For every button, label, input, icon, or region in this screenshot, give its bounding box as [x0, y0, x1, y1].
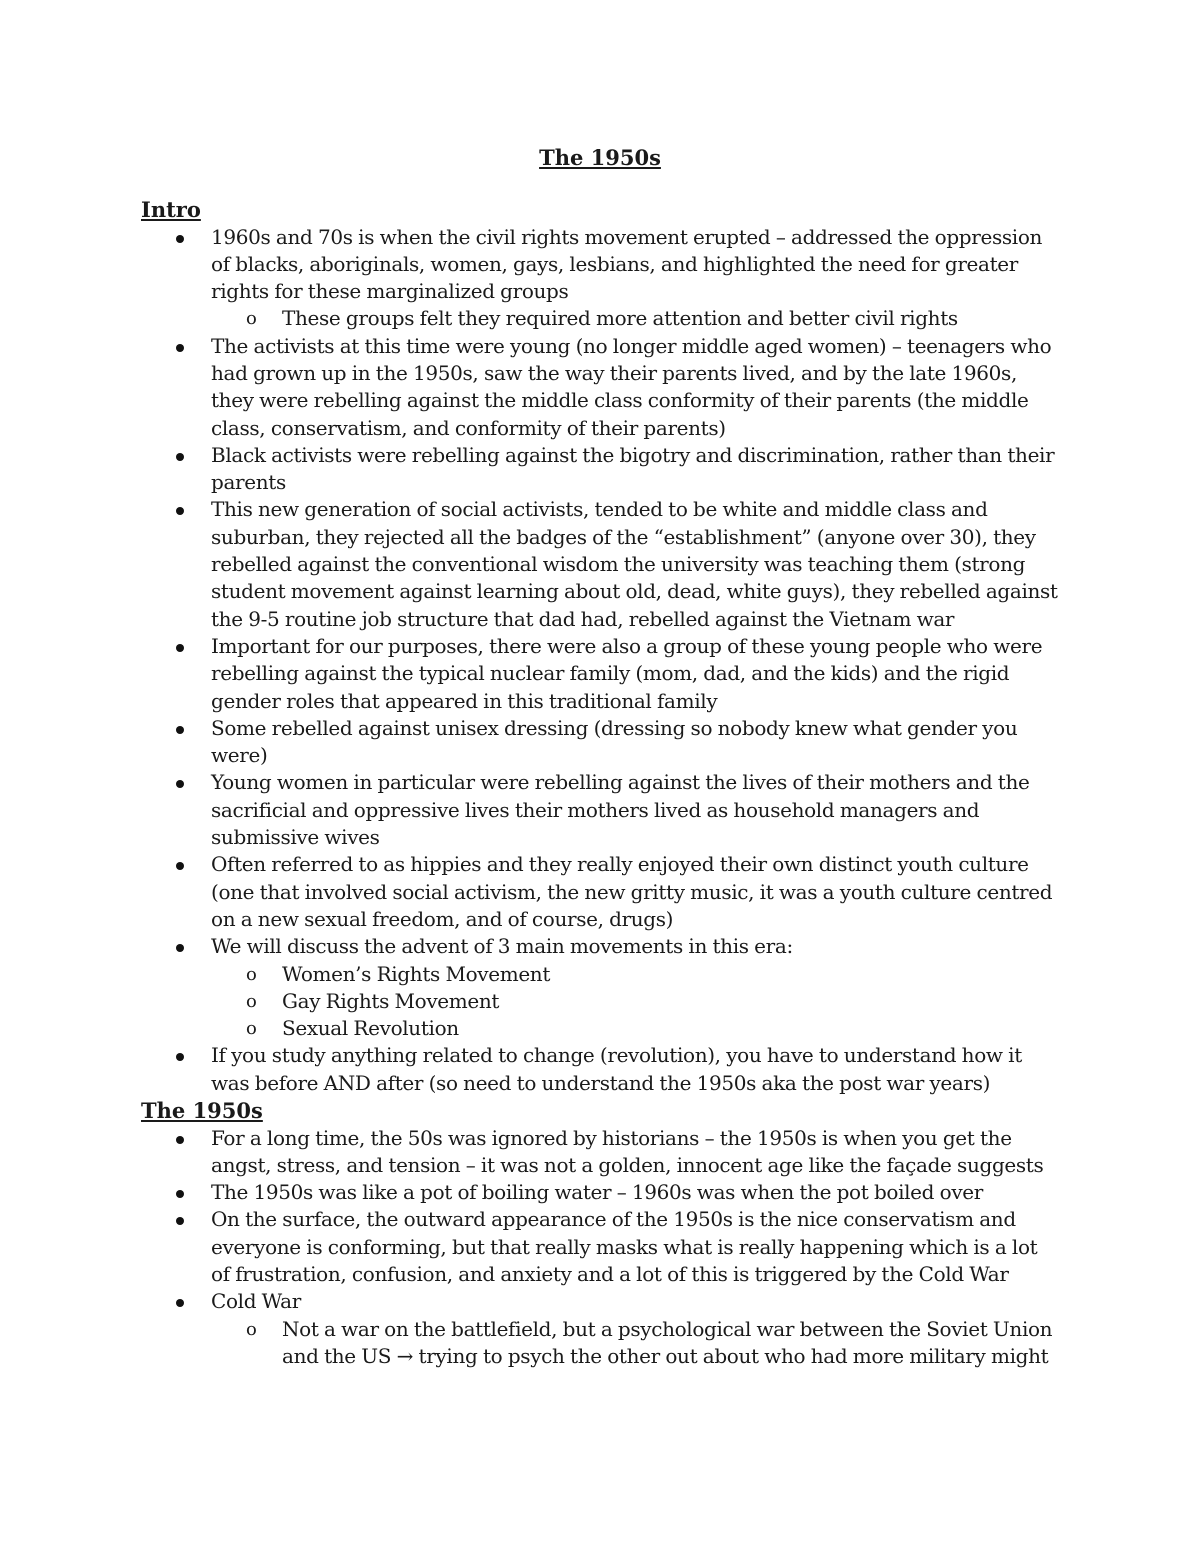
list-item-text: The 1950s was like a pot of boiling water – 1960s was when the pot boiled over: [211, 1180, 983, 1205]
list-item: [0, 715, 1061, 770]
sub-list-item-text: Sexual Revolution: [282, 1016, 459, 1041]
circle-bullet-icon: o: [246, 963, 257, 985]
sub-list-item-text: Not a war on the battlefield, but a psychological war between the Soviet Union and the US → trying to psych the other out about who had more military might: [282, 1316, 1053, 1368]
list-item-text: This new generation of social activists, tended to be white and middle class and suburban, they rejected all the badges of the “establishment” (anyone over 30), they rebelled against the conventional wisdom the university was teaching them (strong student movement against learning about old, dead, white guys), they rebelled against the 9-5 routine job structure that dad had, rebelled against the Vietnam war: [211, 497, 1058, 631]
circle-bullet-icon: o: [246, 990, 257, 1012]
the-1950s-bullet-list: [0, 1125, 1200, 1371]
list-item: [0, 442, 1061, 497]
bullet-icon: [176, 235, 184, 243]
list-item-text: Cold War: [211, 1289, 301, 1314]
intro-bullet-list: [0, 224, 1200, 1098]
list-item: [0, 1125, 1061, 1180]
sub-list-item: [0, 988, 1062, 1015]
list-item-text: For a long time, the 50s was ignored by historians – the 1950s is when you get the angst, stress, and tension – it was not a golden, innocent age like the façade suggests: [211, 1125, 1044, 1177]
list-item-text: Some rebelled against unisex dressing (dressing so nobody knew what gender you were): [211, 715, 1018, 768]
bullet-icon: [176, 507, 184, 515]
bullet-icon: [176, 1136, 184, 1144]
list-item: [0, 1206, 1061, 1288]
bullet-icon: [176, 453, 184, 461]
bullet-icon: [176, 1053, 184, 1061]
list-item: [0, 496, 1061, 632]
list-item: [0, 1042, 1061, 1097]
list-item: [0, 333, 1061, 442]
bullet-icon: [176, 344, 184, 352]
bullet-icon: [176, 1299, 184, 1307]
bullet-icon: [176, 726, 184, 734]
list-item-text: 1960s and 70s is when the civil rights movement erupted – addressed the oppression of blacks, aboriginals, women, gays, lesbians, and highlighted the need for greater rights for these marginalized groups: [211, 224, 1043, 304]
section-heading-the-1950s: The 1950s: [141, 1098, 263, 1123]
sub-list-item-text: Women’s Rights Movement: [282, 961, 551, 986]
sub-list-item: [0, 305, 1062, 332]
list-item-text: If you study anything related to change (revolution), you have to understand how it was before AND after (so need to understand the 1950s aka the post war years): [211, 1043, 1022, 1095]
sub-list-item-text: These groups felt they required more attention and better civil rights: [282, 306, 958, 331]
document-title: The 1950s: [539, 145, 661, 170]
bullet-icon: [176, 862, 184, 870]
list-item: [0, 633, 1061, 715]
list-item-text: Young women in particular were rebelling against the lives of their mothers and the sacrificial and oppressive lives their mothers lived as household managers and submissive wives: [211, 770, 1030, 850]
list-item-text: Important for our purposes, there were also a group of these young people who were rebelling against the typical nuclear family (mom, dad, and the kids) and the rigid gender roles that appeared in this traditional family: [211, 633, 1043, 713]
circle-bullet-icon: o: [246, 1318, 257, 1340]
list-item: [0, 1288, 1061, 1315]
list-item-text: Black activists were rebelling against the bigotry and discrimination, rather than their parents: [211, 442, 1055, 495]
circle-bullet-icon: o: [246, 1018, 257, 1040]
bullet-icon: [176, 780, 184, 788]
list-item-text: We will discuss the advent of 3 main movements in this era:: [211, 934, 793, 959]
list-item-text: On the surface, the outward appearance of the 1950s is the nice conservatism and everyone is conforming, but that really masks what is really happening which is a lot of frustration, confusion, and anxiety and a lot of this is triggered by the Cold War: [211, 1207, 1038, 1286]
bullet-icon: [176, 644, 184, 652]
list-item: [0, 224, 1061, 306]
bullet-icon: [176, 1190, 184, 1198]
section-heading-intro: Intro: [141, 197, 201, 222]
sub-list-item: [0, 961, 1062, 988]
list-item: [0, 769, 1061, 851]
list-item-text: Often referred to as hippies and they really enjoyed their own distinct youth culture (one that involved social activism, the new gritty music, it was a youth culture centred on a new sexual freedom, and of course, drugs): [211, 852, 1053, 931]
list-item: [0, 1179, 1061, 1206]
list-item: [0, 933, 1061, 960]
bullet-icon: [176, 1217, 184, 1225]
circle-bullet-icon: o: [246, 308, 257, 330]
bullet-icon: [176, 944, 184, 952]
sub-list-item: [0, 1015, 1062, 1042]
sub-list-item: [0, 1316, 1062, 1371]
list-item-text: The activists at this time were young (no longer middle aged women) – teenagers who had grown up in the 1950s, saw the way their parents lived, and by the late 1960s, they were rebelling against the middle class conformity of their parents (the middle class, conservatism, and conformity of their parents): [211, 333, 1052, 440]
list-item: [0, 851, 1061, 933]
sub-list-item-text: Gay Rights Movement: [282, 988, 500, 1013]
